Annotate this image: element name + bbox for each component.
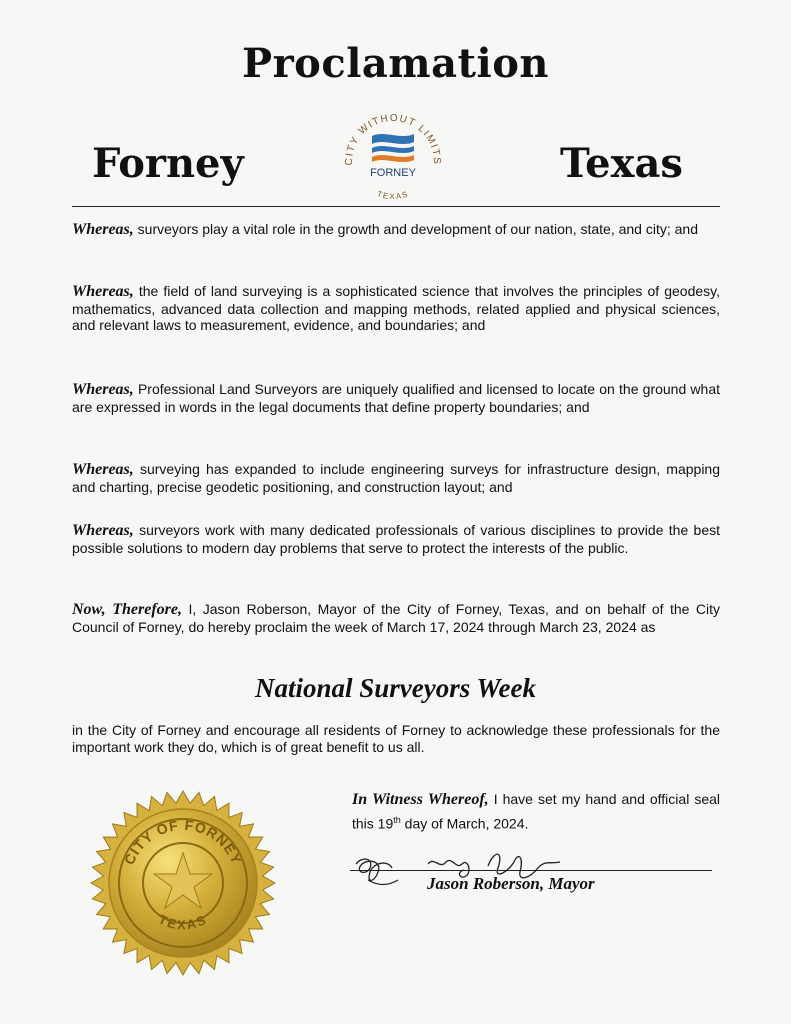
- paragraph-lead: Whereas,: [72, 461, 134, 478]
- witness-text-end: day of March, 2024.: [400, 815, 529, 832]
- paragraph-lead: Whereas,: [72, 381, 134, 398]
- paragraph-text: surveying has expanded to include engineering surveys for infrastructure design, mapping and charting, precise geodetic positioning, and construction layout; and: [72, 461, 720, 495]
- signer-name: Jason Roberson, Mayor: [427, 874, 595, 893]
- logo-name-text: FORNEY: [370, 167, 416, 179]
- witness-text: I have set my hand and official seal this 19: [352, 791, 721, 832]
- witness-statement: [352, 789, 720, 835]
- paragraph-1: [72, 221, 720, 239]
- paragraph-text: Professional Land Surveyors are uniquely qualified and licensed to locate on the ground what are expressed in words in the legal documents that define property boundaries; and: [72, 381, 720, 415]
- page-title: Proclamation: [242, 40, 549, 87]
- paragraph-text: I, Jason Roberson, Mayor of the City of Forney, Texas, and on behalf of the City Council of Forney, do hereby proclaim the week of March 17, 2024 through March 23, 2024 as: [72, 601, 721, 635]
- paragraph-4: [72, 461, 720, 495]
- state-name-right: Texas: [560, 140, 683, 187]
- closing-paragraph: in the City of Forney and encourage all residents of Forney to acknowledge these professionals for the important work they do, which is of great benefit to us all.: [72, 722, 720, 755]
- logo-bottom-text: TEXAS: [375, 189, 411, 202]
- paragraph-lead: Whereas,: [72, 522, 134, 539]
- paragraph-lead: Now, Therefore,: [72, 601, 182, 618]
- seal-top-text: CITY OF FORNEY: [120, 816, 246, 867]
- city-name-left: Forney: [92, 140, 244, 187]
- logo-ring-text: CITY WITHOUT LIMITS: [343, 112, 443, 166]
- flag-logo-icon: [372, 134, 414, 162]
- signature-line: [350, 870, 712, 871]
- event-title: National Surveyors Week: [254, 673, 536, 703]
- svg-text:TEXAS: [376, 189, 410, 201]
- paragraph-3: [72, 381, 720, 415]
- paragraph-6: [72, 601, 720, 635]
- city-logo-icon: [334, 96, 452, 214]
- paragraph-lead: Whereas,: [72, 283, 134, 300]
- header-divider: [72, 206, 720, 207]
- paragraph-text: surveyors play a vital role in the growth and development of our nation, state, and city; and: [133, 221, 698, 237]
- paragraph-text: the field of land surveying is a sophisticated science that involves the principles of geodesy, mathematics, advanced data collection and mapping methods, related applied and physical sciences, and relevant laws to measurement, evidence, and boundaries; and: [72, 283, 720, 333]
- date-superscript: th: [393, 815, 401, 825]
- gold-seal-icon: [90, 790, 276, 976]
- seal-bottom-text: TEXAS: [156, 911, 210, 933]
- witness-lead: In Witness Whereof,: [352, 791, 489, 808]
- paragraph-text: surveyors work with many dedicated professionals of various disciplines to provide the best possible solutions to modern day problems that serve to protect the interests of the public.: [72, 522, 720, 556]
- paragraph-lead: Whereas,: [72, 221, 134, 238]
- paragraph-2: [72, 283, 720, 334]
- paragraph-5: [72, 522, 720, 556]
